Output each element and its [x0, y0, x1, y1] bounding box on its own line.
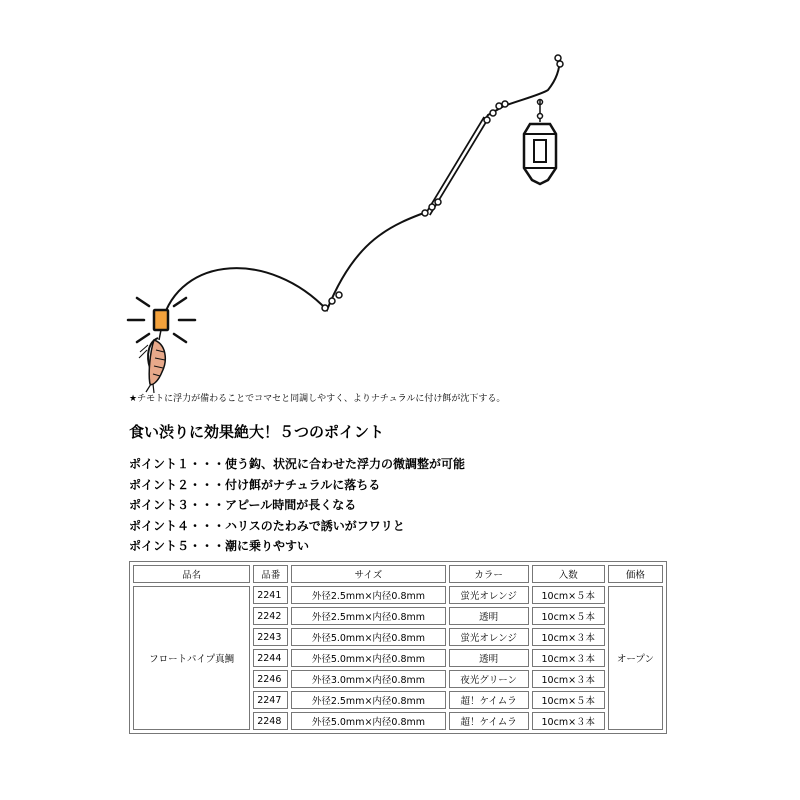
code-cell: 2241: [253, 586, 288, 604]
code-cell: 2242: [253, 607, 288, 625]
sinker-icon: [524, 100, 556, 184]
size-cell: 外径2.5mm×内径0.8mm: [291, 691, 445, 709]
feature-point: ポイント３・・・アピール時間が長くなる: [129, 498, 357, 512]
feature-point: ポイント１・・・使う鈎、状況に合わせた浮力の微調整が可能: [129, 457, 466, 471]
size-cell: 外径5.0mm×内径0.8mm: [291, 628, 445, 646]
section-heading: 食い渋りに効果絶大！５つのポイント: [129, 423, 385, 441]
size-cell: 外径5.0mm×内径0.8mm: [291, 712, 445, 730]
color-cell: 蛍光オレンジ: [449, 586, 529, 604]
header-cell: サイズ: [291, 565, 445, 583]
color-cell: 蛍光オレンジ: [449, 628, 529, 646]
qty-cell: 10cm×５本: [532, 691, 605, 709]
table-header-row: [133, 565, 663, 583]
fishing-line: [162, 56, 560, 322]
feature-point: ポイント２・・・付け餌がナチュラルに落ちる: [129, 477, 381, 492]
code-cell: 2248: [253, 712, 288, 730]
header-cell: 入数: [532, 565, 605, 583]
size-cell: 外径3.0mm×内径0.8mm: [291, 670, 445, 688]
qty-cell: 10cm×５本: [532, 607, 605, 625]
feature-point: ポイント４・・・ハリスのたわみで誘いがフワリと: [129, 518, 405, 533]
code-cell: 2247: [253, 691, 288, 709]
header-cell: 品名: [133, 565, 250, 583]
swivel-beads: [322, 55, 563, 311]
qty-cell: 10cm×３本: [532, 670, 605, 688]
code-cell: 2244: [253, 649, 288, 667]
color-cell: 夜光グリーン: [449, 670, 529, 688]
size-cell: 外径2.5mm×内径0.8mm: [291, 607, 445, 625]
spec-table: [129, 561, 667, 734]
size-cell: 外径2.5mm×内径0.8mm: [291, 586, 445, 604]
qty-cell: 10cm×３本: [532, 649, 605, 667]
color-cell: 超！ケイムラ: [449, 691, 529, 709]
color-cell: 透明: [449, 649, 529, 667]
float-pipe-icon: [128, 298, 195, 342]
feature-points-list: [129, 456, 465, 559]
table-row: [133, 586, 663, 604]
qty-cell: 10cm×３本: [532, 712, 605, 730]
code-cell: 2246: [253, 670, 288, 688]
code-cell: 2243: [253, 628, 288, 646]
qty-cell: 10cm×３本: [532, 628, 605, 646]
color-cell: 超！ケイムラ: [449, 712, 529, 730]
price-cell: オープン: [608, 586, 663, 730]
header-cell: カラー: [449, 565, 529, 583]
header-cell: 価格: [608, 565, 663, 583]
product-name-cell: フロートパイプ真鯛: [133, 586, 250, 730]
qty-cell: 10cm×５本: [532, 586, 605, 604]
header-cell: 品番: [253, 565, 288, 583]
color-cell: 透明: [449, 607, 529, 625]
illustration-caption: ★チモトに浮力が備わることでコマセと同調しやすく、よりナチュラルに付け餌が沈下する。: [129, 394, 506, 404]
size-cell: 外径5.0mm×内径0.8mm: [291, 649, 445, 667]
feature-point: ポイント５・・・潮に乗りやすい: [129, 539, 310, 553]
